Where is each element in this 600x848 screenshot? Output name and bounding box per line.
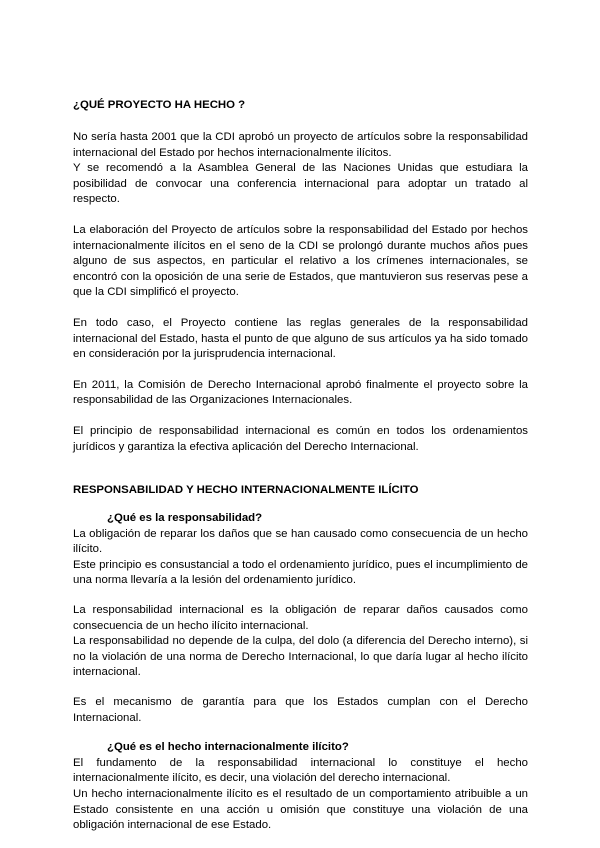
paragraph: La responsabilidad no depende de la culpa, del dolo (a diferencia del Derecho interno), si no la violación de una norma de Derecho Internacional, lo que daría lugar al hecho ilícito internacional. xyxy=(73,635,528,679)
paragraph: El principio de responsabilidad internacional es común en todos los ordenamientos jurídicos y garantiza la efectiva aplicación del Derecho Internacional. xyxy=(73,424,528,453)
paragraph: Este principio es consustancial a todo el ordenamiento jurídico, pues el incumplimiento de una norma llevaría a la lesión del ordenamiento jurídico. xyxy=(73,558,528,587)
paragraph: Un hecho internacionalmente ilícito es el resultado de un comportamiento atribuible a un Estado consistente en una acción u omisión que constituye una violación de una obligación internacional de ese Estado. xyxy=(73,788,528,832)
subsection-title-responsabilidad: ¿Qué es la responsabilidad? xyxy=(107,512,263,525)
paragraph: El fundamento de la responsabilidad internacional lo constituye el hecho internacionalmente ilícito, es decir, una violación del derecho internacional. xyxy=(73,756,528,785)
paragraph: Y se recomendó a la Asamblea General de las Naciones Unidas que estudiara la posibilidad de convocar una conferencia internacional para adoptar un tratado al respecto. xyxy=(73,162,528,206)
paragraph: Es el mecanismo de garantía para que los Estados cumplan con el Derecho Internacional. xyxy=(73,696,528,724)
section-title-proyecto: ¿QUÉ PROYECTO HA HECHO ? xyxy=(73,99,246,111)
paragraph: En todo caso, el Proyecto contiene las reglas generales de la responsabilidad internacional del Estado, hasta el punto de que alguno de sus artículos ya ha sido tomado en consideración por la jurisprudencia internacional. xyxy=(73,316,528,361)
paragraph: La obligación de reparar los daños que se han causado como consecuencia de un hecho ilícito. xyxy=(73,527,528,556)
subsection-title-hecho-ilicito: ¿Qué es el hecho internacionalmente ilícito? xyxy=(107,741,349,754)
paragraph: No sería hasta 2001 que la CDI aprobó un proyecto de artículos sobre la responsabilidad internacional del Estado por hechos internacionalmente ilícitos. xyxy=(73,131,528,159)
paragraph: En 2011, la Comisión de Derecho Internacional aprobó finalmente el proyecto sobre la responsabilidad de las Organizaciones Internacionales. xyxy=(73,378,528,407)
paragraph: La responsabilidad internacional es la obligación de reparar daños causados como consecuencia de un hecho ilícito internacional. xyxy=(73,604,528,632)
paragraph: La elaboración del Proyecto de artículos sobre la responsabilidad del Estado por hechos internacionalmente ilícitos en el seno de la CDI se prolongó durante muchos años pues alguno de sus aspectos, en particular el relativo a los crímenes internacionales, se encontró con la oposición de una serie de Estados, que mantuvieron sus reservas pese a que la CDI simplificó el proyecto. xyxy=(73,223,528,299)
section-title-responsabilidad: RESPONSABILIDAD Y HECHO INTERNACIONALMENTE ILÍCITO xyxy=(73,484,419,497)
